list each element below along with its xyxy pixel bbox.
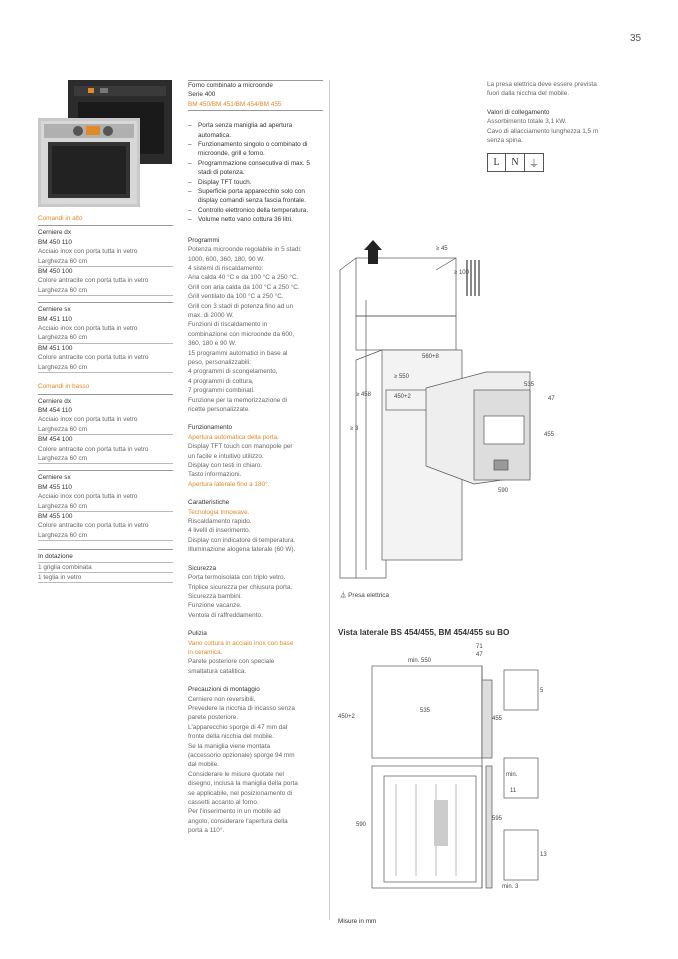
- section-heading: Programmi: [188, 236, 220, 244]
- text-line: Illuminazione alogena laterale (60 W).: [188, 546, 296, 554]
- text-line: Cerniere non reversibili.: [188, 695, 256, 703]
- model-desc: Acciaio inox con porta tutta in vetro: [38, 493, 138, 501]
- model-row: [38, 512, 173, 541]
- model-row: [38, 406, 173, 435]
- text-line: peso, personalizzabili:: [188, 358, 251, 366]
- vent-arrow-icon: [368, 248, 378, 264]
- model-desc: Acciaio inox con porta tutta in vetro: [38, 248, 138, 256]
- text-line: un facile e intuitivo utilizzo.: [188, 452, 264, 460]
- dim-label: 11: [510, 788, 517, 794]
- feature-item: – Controllo elettronico della temperatura.: [188, 206, 323, 215]
- dim-label: 560+8: [422, 354, 439, 360]
- text-line: ricette personalizzate.: [188, 406, 251, 413]
- ground-icon: ⏚: [525, 153, 544, 172]
- section-heading: Pulizia: [188, 630, 207, 638]
- text-line: (accessorio opzionale) sporge 94 mm: [188, 752, 295, 759]
- text-line: Grill con aria calda da 100 °C a 250 °C.: [188, 283, 300, 291]
- text-line: se applicabile, nel posizionamento di: [188, 789, 293, 797]
- text-line: Tasto informazioni.: [188, 471, 242, 479]
- unit-note: Misure in mm: [338, 918, 377, 925]
- dim-label: 455: [544, 432, 555, 438]
- text-line: Parete posteriore con speciale: [188, 658, 275, 666]
- dim-label: 47: [548, 396, 555, 402]
- highlight-line: in ceramica.: [188, 648, 223, 656]
- hinge-group: [38, 225, 173, 296]
- text-line: Display con indicatore di temperatura.: [188, 536, 296, 544]
- text-line: disegno, inclusa la maniglia della porta: [188, 780, 298, 788]
- text-line: Funzione vacanze.: [188, 602, 242, 610]
- section-heading: Precauzioni di montaggio: [188, 686, 260, 694]
- text-line: 4 sistemi di riscaldamento:: [188, 264, 264, 272]
- text-line: Per l'inserimento in un mobile ad: [188, 808, 281, 816]
- dim-label: 455: [492, 716, 503, 722]
- model-code: BM 450 110: [38, 238, 72, 246]
- text-line: Potenza microonde regolabile in 5 stadi:: [188, 246, 302, 254]
- precauzioni-section: [188, 685, 323, 836]
- model-code: BM 454 110: [38, 406, 72, 414]
- dim-label: min. 3: [502, 884, 519, 890]
- sicurezza-section: [188, 564, 323, 620]
- text-line: Riscaldamento rapido.: [188, 518, 252, 526]
- caratteristiche-section: [188, 498, 323, 554]
- dim-label: 13: [540, 852, 547, 858]
- hinge-label: Cerniere dx: [38, 397, 72, 405]
- text-line: 1000, 600, 360, 180, 90 W.: [188, 255, 265, 263]
- dim-label: min.: [506, 772, 518, 778]
- connection-symbols: [487, 153, 622, 172]
- text-line: 360, 180 e 90 W.: [188, 340, 237, 348]
- section-heading: Funzionamento: [188, 424, 233, 432]
- dim-label: 450+2: [394, 394, 411, 400]
- highlight-line: Tecnologia Innowave.: [188, 508, 250, 516]
- model-row: [38, 344, 173, 373]
- hinge-group: [38, 470, 173, 541]
- text-line: Aria calda 40 °C e da 100 °C a 250 °C.: [188, 274, 299, 282]
- dotazione: [38, 549, 173, 583]
- feature-item: – Porta senza maniglia ad apertura automatica.: [188, 121, 323, 140]
- hinge-label: Cerniere sx: [38, 474, 71, 482]
- highlight-line: Apertura automatica della porta.: [188, 433, 279, 441]
- text-line: Funzioni di riscaldamento in: [188, 321, 268, 329]
- dim-label: 595: [492, 816, 503, 822]
- dim-label: ≥ 458: [356, 392, 371, 398]
- hinge-group: [38, 302, 173, 373]
- dim-label: ≥ 45: [436, 246, 448, 252]
- model-width: Larghezza 60 cm: [38, 286, 88, 294]
- comandi-basso-heading: Comandi in basso: [38, 383, 90, 391]
- dim-label: ≥ 3: [350, 426, 359, 432]
- text-line: Funzione per la memorizzazione di: [188, 396, 288, 404]
- text-line: fronte della nicchia del mobile.: [188, 733, 274, 741]
- section-heading: Sicurezza: [188, 564, 217, 572]
- up-arrow-icon: [364, 240, 382, 250]
- text-line: Porta termoisolata con triplo vetro.: [188, 574, 286, 582]
- feature-list: [188, 121, 323, 224]
- text-line: smaltatura catalitica.: [188, 667, 247, 675]
- text-line: cassetti accanto al forno.: [188, 799, 259, 807]
- text-line: La presa elettrica deve essere prevista: [487, 81, 597, 88]
- model-desc: Colore antracite con porta tutta in vetro: [38, 354, 149, 362]
- product-series: Serie 400: [188, 91, 216, 99]
- dim-label: 590: [498, 488, 509, 494]
- description-column: [188, 80, 323, 836]
- plug-icon: ⏅: [340, 592, 349, 599]
- model-desc: Colore antracite con porta tutta in vetro: [38, 277, 149, 285]
- section-heading: Caratteristiche: [188, 499, 230, 507]
- model-code: BM 450 100: [38, 268, 73, 276]
- text-line: Triplice sicurezza per chiusura porta.: [188, 583, 293, 591]
- text-line: Sicurezza bambini.: [188, 592, 242, 600]
- presa-label: Presa elettrica: [348, 592, 390, 599]
- model-width: Larghezza 60 cm: [38, 425, 88, 433]
- model-width: Larghezza 60 cm: [38, 531, 88, 539]
- column-divider: [329, 80, 330, 920]
- dim-label: 535: [524, 382, 535, 388]
- model-code: BM 451 100: [38, 344, 73, 352]
- dim-label: 590: [356, 822, 367, 828]
- text-line: Display con testi in chiaro.: [188, 462, 263, 470]
- text-line: Considerare le misure quotate nel: [188, 770, 284, 778]
- model-code: BM 455 100: [38, 512, 73, 520]
- installation-diagram: [336, 240, 576, 580]
- model-desc: Acciaio inox con porta tutta in vetro: [38, 325, 138, 333]
- text-line: fuori dalla nicchia del mobile.: [487, 90, 570, 98]
- model-desc: Colore antracite con porta tutta in vetro: [38, 445, 149, 453]
- dotazione-item: 1 teglia in vetro: [38, 573, 173, 583]
- hinge-group: [38, 394, 173, 465]
- text-line: Grill con 3 stadi di potenza fino ad un: [188, 302, 294, 310]
- highlight-line: Apertura laterale fino a 180°.: [188, 480, 270, 488]
- text-line: 15 programmi automatici in base al: [188, 349, 288, 357]
- text-line: parete posteriore.: [188, 714, 239, 722]
- text-line: 4 programmi di scongelamento,: [188, 368, 278, 376]
- dim-label: 5: [540, 688, 544, 694]
- text-line: 4 livelli di inserimento.: [188, 527, 251, 535]
- dim-label: 450+2: [338, 714, 355, 720]
- model-row: [38, 267, 173, 296]
- neutral-symbol: N: [506, 153, 525, 172]
- dim-label: min. 550: [408, 658, 432, 664]
- presa-caption: [340, 590, 389, 599]
- model-width: Larghezza 60 cm: [38, 454, 88, 462]
- text-line: Ventola di raffreddamento.: [188, 611, 263, 619]
- dim-label: ≥ 100: [454, 270, 469, 276]
- dim-label: 71: [476, 644, 483, 650]
- dim-label: 535: [420, 708, 431, 714]
- model-row: [38, 238, 173, 267]
- section-heading: Valori di collegamento: [487, 108, 550, 116]
- model-code: BM 451 110: [38, 315, 72, 323]
- product-photo: [38, 80, 174, 207]
- text-line: combinazione con microonde da 600,: [188, 330, 295, 338]
- side-view-diagram: [336, 640, 576, 910]
- text-line: 4 programmi di cottura,: [188, 377, 254, 385]
- pulizia-section: [188, 629, 323, 676]
- dotazione-heading: In dotazione: [38, 552, 173, 562]
- text-line: 7 programmi combinati.: [188, 387, 255, 395]
- electrical-column: [487, 80, 622, 172]
- model-width: Larghezza 60 cm: [38, 257, 88, 265]
- dotazione-item: 1 griglia combinata: [38, 563, 173, 573]
- text-line: porta a 110°.: [188, 827, 225, 835]
- programmi-section: [188, 236, 323, 415]
- feature-item: – Funzionamento singolo o combinato di microonde, grill e forno.: [188, 140, 323, 159]
- model-code: BM 455 110: [38, 483, 72, 491]
- dim-label: ≥ 550: [394, 374, 409, 380]
- model-row: [38, 315, 173, 344]
- model-row: [38, 483, 173, 512]
- text-line: Prevedere la nicchia di incasso senza: [188, 704, 295, 712]
- dim-label: 47: [476, 652, 483, 658]
- model-width: Larghezza 60 cm: [38, 502, 88, 510]
- model-desc: Acciaio inox con porta tutta in vetro: [38, 416, 138, 424]
- ordering-column: [38, 214, 173, 583]
- text-line: dal mobile.: [188, 761, 219, 769]
- feature-item: – Programmazione consecutiva di max. 5 stadi di potenza.: [188, 159, 323, 178]
- model-code: BM 454 100: [38, 436, 73, 444]
- text-line: Grill ventilato da 100 °C a 250 °C.: [188, 293, 284, 301]
- feature-item: – Volume netto vano cottura 36 litri.: [188, 215, 323, 224]
- model-desc: Colore antracite con porta tutta in vetro: [38, 522, 149, 530]
- funzionamento-section: [188, 423, 323, 489]
- text-line: Assorbimento totale 3,1 kW.: [487, 118, 567, 126]
- vent-grille: [434, 800, 448, 846]
- phase-symbol: L: [487, 153, 506, 172]
- model-width: Larghezza 60 cm: [38, 334, 88, 342]
- page-number: 35: [630, 33, 642, 44]
- text-line: L'apparecchio sporge di 47 mm dal: [188, 723, 288, 731]
- side-view-title: Vista laterale BS 454/455, BM 454/455 su BO: [338, 628, 510, 637]
- text-line: Cavo di allacciamento lunghezza 1,5 m: [487, 127, 599, 135]
- text-line: angolo, considerare l'apertura della: [188, 817, 288, 825]
- feature-item: – Superficie porta apparecchio solo con display comandi senza fascia frontale.: [188, 187, 323, 206]
- highlight-line: Vano cottura in acciaio inox con base: [188, 639, 294, 647]
- comandi-alto-heading: Comandi in alto: [38, 215, 83, 222]
- feature-item: – Display TFT touch.: [188, 178, 323, 187]
- model-row: [38, 435, 173, 464]
- product-title: Forno combinato a microonde: [188, 82, 273, 89]
- hinge-label: Cerniere sx: [38, 306, 71, 314]
- hinge-label: Cerniere dx: [38, 229, 72, 237]
- text-line: senza spina.: [487, 137, 523, 145]
- text-line: max. di 2000 W.: [188, 311, 234, 319]
- text-line: Display TFT touch con manopole per: [188, 443, 293, 451]
- model-width: Larghezza 60 cm: [38, 363, 88, 371]
- product-models: BM 450/BM 451/BM 454/BM 455: [188, 100, 323, 111]
- text-line: Se la maniglia viene montata: [188, 742, 271, 750]
